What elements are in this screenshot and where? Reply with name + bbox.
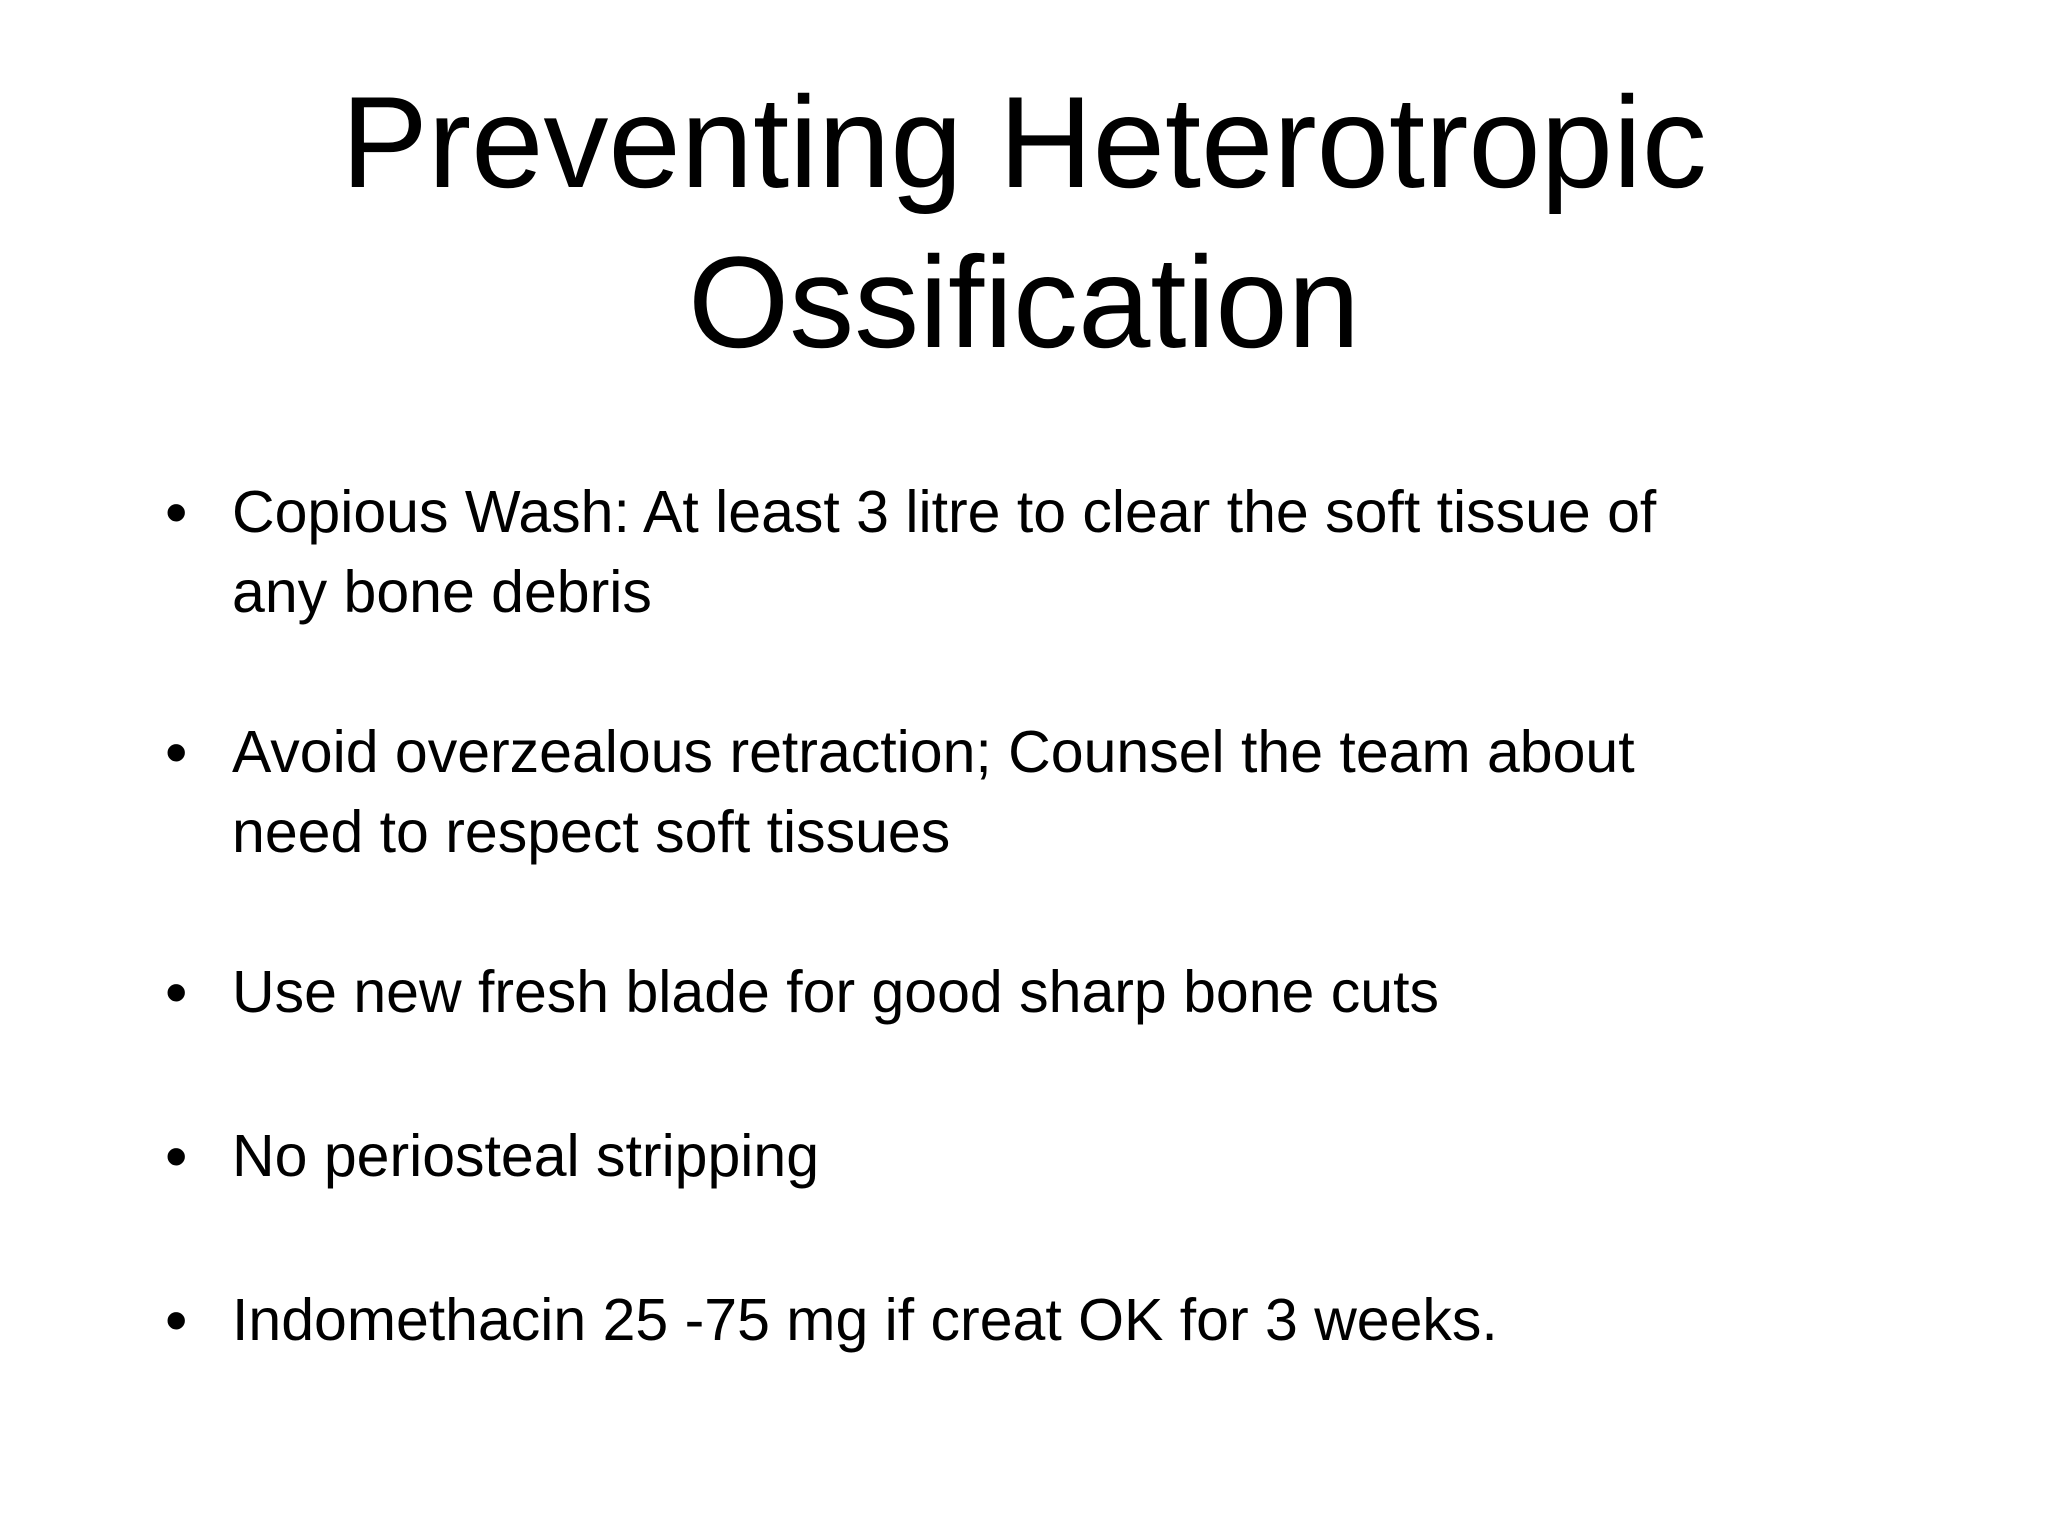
bullet-line: Indomethacin 25 -75 mg if creat OK for 3 weeks. xyxy=(232,1287,1498,1353)
bullet-icon: • xyxy=(165,476,188,548)
bullet-line: Avoid overzealous retraction; Counsel the team about xyxy=(232,719,1635,785)
bullet-text xyxy=(232,712,1832,872)
bullet-icon: • xyxy=(165,956,188,1028)
bullet-text xyxy=(232,1116,1832,1196)
bullet-text xyxy=(232,472,1832,632)
bullet-text xyxy=(232,952,1832,1032)
bullet-line: need to respect soft tissues xyxy=(232,799,951,865)
slide-title-line-1: Preventing Heterotropic xyxy=(341,69,1707,215)
bullet-line: any bone debris xyxy=(232,559,652,625)
bullet-icon: • xyxy=(165,1284,188,1356)
bullet-text xyxy=(232,1280,1832,1360)
bullet-line: Copious Wash: At least 3 litre to clear the soft tissue of xyxy=(232,479,1657,545)
bullet-line: Use new fresh blade for good sharp bone cuts xyxy=(232,959,1439,1025)
bullet-icon: • xyxy=(165,716,188,788)
bullet-icon: • xyxy=(165,1120,188,1192)
bullet-line: No periosteal stripping xyxy=(232,1123,820,1189)
slide-title-line-2: Ossification xyxy=(688,229,1360,375)
